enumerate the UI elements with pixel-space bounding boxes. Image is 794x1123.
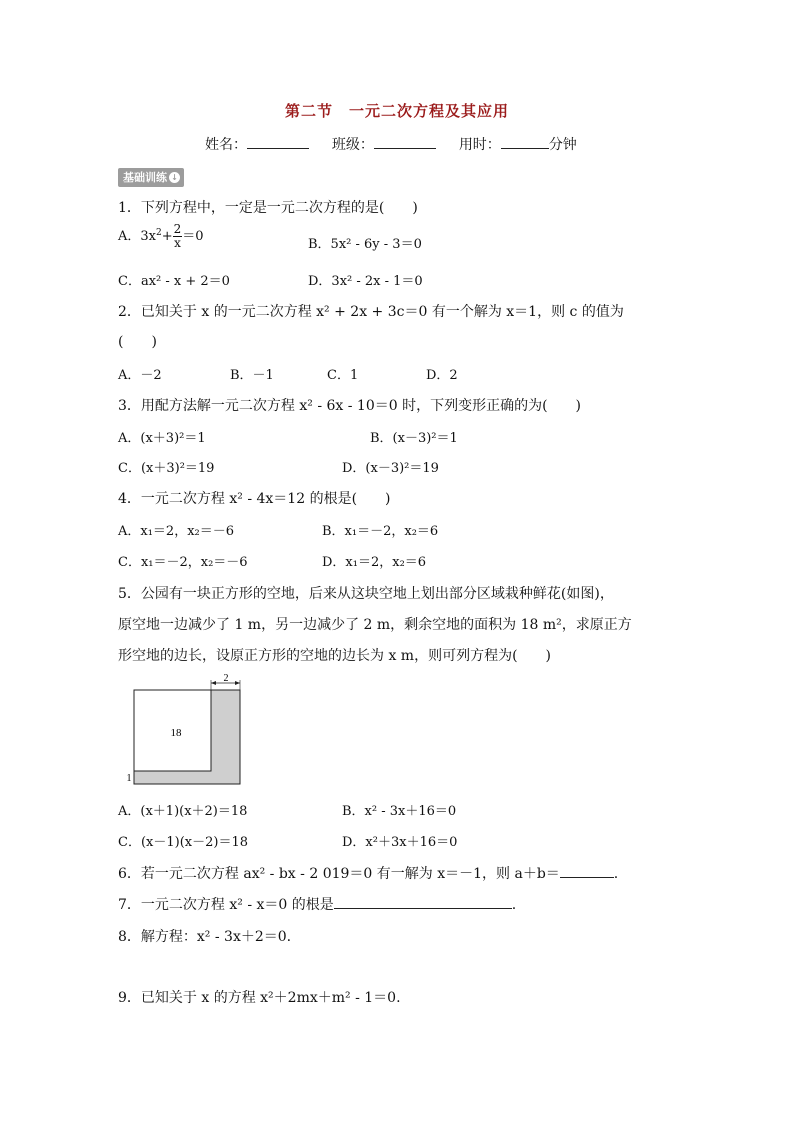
q3-option-d: D．(x－3)²＝19 [342, 461, 439, 476]
q1-option-c: C．ax² - x + 2＝0 [118, 274, 230, 289]
q1-option-b: B．5x² - 6y - 3＝0 [308, 237, 422, 252]
arrow-left [211, 681, 216, 685]
q6-answer-blank [560, 863, 614, 878]
q3-stem: 3．用配方法解一元二次方程 x² - 6x - 10＝0 时，下列变形正确的为( ) [118, 398, 582, 414]
area-label: 18 [170, 727, 182, 739]
q5-option-c: C．(x－1)(x－2)＝18 [118, 835, 248, 850]
q1-fraction: $\frac{2}{x}$ [173, 222, 182, 250]
dimension-label-1: 1 [126, 773, 132, 784]
q5-line-1: 5．公园有一块正方形的空地，后来从这块空地上划出部分区域栽种鲜花(如图)， [118, 586, 614, 602]
name-blank [247, 134, 309, 149]
time-blank [501, 134, 549, 149]
q7-answer-blank [334, 894, 512, 909]
q8-stem: 8．解方程：x² - 3x＋2＝0. [118, 929, 292, 945]
q6: 6．若一元二次方程 ax² - bx - 2 019＝0 有一解为 x＝－1，则 a＋b＝ . [118, 863, 618, 883]
arrow-circle-icon: ↓ [169, 172, 180, 183]
q5-figure [124, 674, 248, 788]
q3-option-a: A．(x＋3)²＝1 [118, 431, 206, 446]
section-badge-label: 基础训练 [123, 171, 167, 184]
q6-stem: 6．若一元二次方程 ax² - bx - 2 019＝0 有一解为 x＝－1，则 a＋b＝ [118, 866, 560, 882]
q3-option-b: B．(x－3)²＝1 [370, 431, 458, 446]
q2-option-a: A．－2 [118, 368, 162, 383]
q3-option-c: C．(x＋3)²＝19 [118, 461, 215, 476]
q5-line-3: 形空地的边长，设原正方形的空地的边长为 x m，则可列方程为( ) [118, 648, 551, 664]
q2-option-b: B．－1 [230, 368, 274, 383]
q5-option-a: A．(x＋1)(x＋2)＝18 [118, 804, 248, 819]
q7-stem: 7．一元二次方程 x² - x＝0 的根是 [118, 897, 334, 913]
q1-stem: 1．下列方程中，一定是一元二次方程的是( ) [118, 200, 418, 216]
arrow-right [235, 681, 240, 685]
q7: 7．一元二次方程 x² - x＝0 的根是 . [118, 894, 516, 914]
q4-option-c: C．x₁＝－2，x₂＝－6 [118, 555, 248, 570]
q9-stem: 9．已知关于 x 的方程 x²＋2mx＋m² - 1＝0. [118, 990, 401, 1006]
q2-stem-bracket: ( ) [118, 334, 157, 350]
student-info [205, 134, 577, 154]
class-blank [374, 134, 436, 149]
class-label: 班级： [331, 137, 374, 153]
q2-option-c: C．1 [327, 368, 359, 383]
section-badge [118, 168, 184, 187]
name-label: 姓名： [205, 137, 247, 153]
q1-option-d: D．3x² - 2x - 1＝0 [308, 274, 423, 289]
minute-label: 分钟 [548, 137, 577, 153]
q4-stem: 4．一元二次方程 x² - 4x＝12 的根是( ) [118, 491, 391, 507]
dimension-label-2: 2 [223, 674, 229, 684]
q4-option-d: D．x₁＝2，x₂＝6 [322, 555, 427, 570]
q5-option-d: D．x²＋3x＋16＝0 [342, 835, 458, 850]
time-label: 用时： [458, 137, 501, 153]
q4-option-a: A．x₁＝2，x₂＝－6 [118, 524, 235, 539]
q2-option-d: D．2 [426, 368, 458, 383]
page-title: 第二节 一元二次方程及其应用 [284, 102, 509, 120]
q2-stem: 2．已知关于 x 的一元二次方程 x² + 2x + 3c＝0 有一个解为 x＝1，则 c 的值为 [118, 304, 624, 320]
q1-option-a: A．$3x^2+$ $\frac{2}{x}$ ＝0 [118, 222, 204, 250]
q5-option-b: B．x² - 3x＋16＝0 [342, 804, 457, 819]
q5-line-2: 原空地一边减少了 1 m，另一边减少了 2 m，剩余空地的面积为 18 m²，求原正方 [118, 617, 632, 633]
q4-option-b: B．x₁＝－2，x₂＝6 [322, 524, 439, 539]
